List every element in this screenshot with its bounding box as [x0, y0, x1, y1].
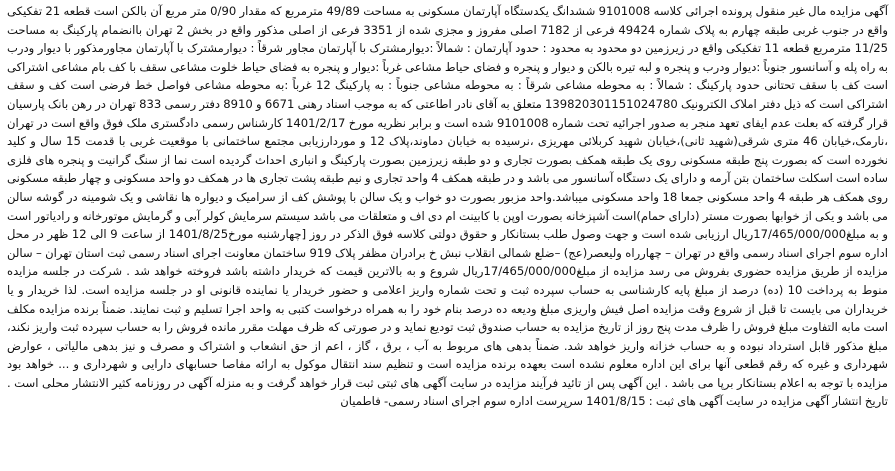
notice-body: آگهی مزایده مال غیر منقول پرونده اجرائی کلاسه 9101008 ششدانگ یکدستگاه آپارتمان مسکونی به مساحت 49/89 مترمربع که مقدار 0/90 متر مربع آن بالکن است قطعه 21 تفکیکی واقع در جنوب غربی طبقه چهارم به پلاک شماره 49424 فرعی از 7182 اصلی مفروز و مجزی شده از 3351 فرعی از اصلی مذکور واقع در بخش 2 تهران باانضمام پارکینگ به مساحت 11/25 مترمربع قطعه 11 تفکیکی واقع در زیرزمین دو محدود به محدود : حدود آپارتمان : شمالاً :دیوارمشترک با آپارتمان مجاور شرقاً : دیوارمشترک با آپارتمان مجاورمذکور با دیوار ودرب به راه پله و آسانسور جنوباً :دیوار ودرب و پنجره و لبه تیره بالکن و دیوار و پنجره و فضای حیاط مشاعی غرباً :دیوار و پنجره به فضای حیاط خلوت مشاعی سقف با کف بام مشاعی اشتراکی است کف با سقف تحتانی حدود پارکینگ : شمالاً : به محوطه مشاعی شرقاً : به محوطه مشاعی جنوباً : به پارکینگ 12 غرباً :به محوطه مشاعی فواصل خط فرضی است کف و سقف اشتراکی است که ذیل دفتر املاک الکترونیک 139820301151024780 متعلق به آقای نادر اطاعتی که به موجب اسناد رهنی 6671 و 8910 دفتر رسمی 833 تهران در رهن بانک پارسیان قرار گرفته که بعلت عدم ایفای تعهد منجر به صدور اجرائیه تحت شماره 9101008 شده است و برابر نظریه مورخ 1401/2/17 کارشناس رسمی دادگستری ملک فوق واقع است در تهران ،نارمک،خیابان 46 متری شرقی(شهید ثانی)،خیابان شهید کربلائی مهریزی ،نرسیده به خیابان دماوند،پلاک 12 و موردارزیابی مجتمع ساختمانی با موقعیت غربی با قدمت 15 سال و کلید نخورده است که بصورت پنج طبقه مسکونی روی یک طبقه همکف بصورت تجاری و دو طبقه زیرزمین بصورت پارکینگ و انباری احداث گردیده است نما از سنگ گرانیت و پنجره های فلزی ساده است اسکلت ساختمان بتن آرمه و دارای یک دستگاه آسانسور می باشد و در طبقه همکف 4 واحد تجاری و نیم طبقه پشت تجاری ها در همکف دو واحد مسکونی و چهار طبقه مسکونی روی همکف هر طبقه 4 واحد مسکونی جمعا 18 واحد مسکونی میباشد.واحد مزبور بصورت دو خواب و یک سالن با پوشش کف از سرامیک و دیواره ها نقاشی و یک شومینه در گوشه سالن می باشد و یکی از خوابها بصورت مستر (دارای حمام)است آشپزخانه بصورت اوپن با کابینت ام دی اف و متعلقات می باشد سیستم سرمایش کولر آبی و گرمایش موتورخانه و رادیاتور است و به مبلغ17/465/000/000ریال ارزیابی شده است و جهت وصول طلب بستانکار و حقوق دولتی کلاسه فوق الذکر در روز [چهارشنبه مورخ1401/8/25 از ساعت 9 الی 12 ظهر در محل اداره سوم اجرای اسناد رسمی واقع در تهران – چهارراه ولیعصر(عج) –ضلع شمالی انقلاب نبش خ برادران مظفر پلاک 919 ساختمان معاونت اجرای اسناد رسمی ثبت استان تهران – سالن مزایده از طریق مزایده حضوری بفروش می رسد مزایده از مبلغ17/465/000/000ریال شروع و به بالاترین قیمت که خریدار داشته باشد فروخته خواهد شد . شرکت در جلسه مزایده منوط به پرداخت 10 (ده) درصد از مبلغ پایه کارشناسی به حساب سپرده ثبت و تحت شماره واریز اعلامی و حضور خریدار یا نماینده قانونی او در جلسه مزایده است. لذا خریدار و یا خریداران می بایست تا قبل از شروع وقت مزایده اصل فیش واریزی مبلغ ودیعه ده درصد بنام خود را به همراه درخواست کتبی به واحد اجرا تسلیم و ثبت نمایند. ضمناً برنده مزایده مکلف است مابه التفاوت مبلغ فروش را ظرف مدت پنج روز از تاریخ مزایده به حساب صندوق ثبت تودیع نماید و در صورتی که ظرف مهلت مقرر مانده فروش را به حساب سپرده ثبت واریز نکند، مبلغ مذکور قابل استرداد نبوده و به حساب خزانه واریز خواهد شد. ضمناً بدهی های مربوط به آب ، برق ، گاز ، اعم از حق انشعاب و اشتراک و مصرف و نیز بدهی مالیاتی ، عوارض شهرداری و غیره که رقم قطعی آنها برای این اداره معلوم نشده است بعهده برنده مزایده است و تنظیم سند انتقال موکول به ارائه مفاصا حسابهای دارایی و شهرداری و ... خواهد بود مزایده با توجه به اعلام بستانکار برپا می باشد . این آگهی پس از تائید فرآیند مزایده در سایت آگهی های ثبتی ثبت قرار خواهد گرفت و به منزله آگهی در روزنامه کثیر الانتشار محلی است . تاریخ انتشار آگهی مزایده در سایت آگهی های ثبت : 1401/8/15 سرپرست اداره سوم اجرای اسناد رسمی- فاطمیان	[7, 4, 888, 409]
